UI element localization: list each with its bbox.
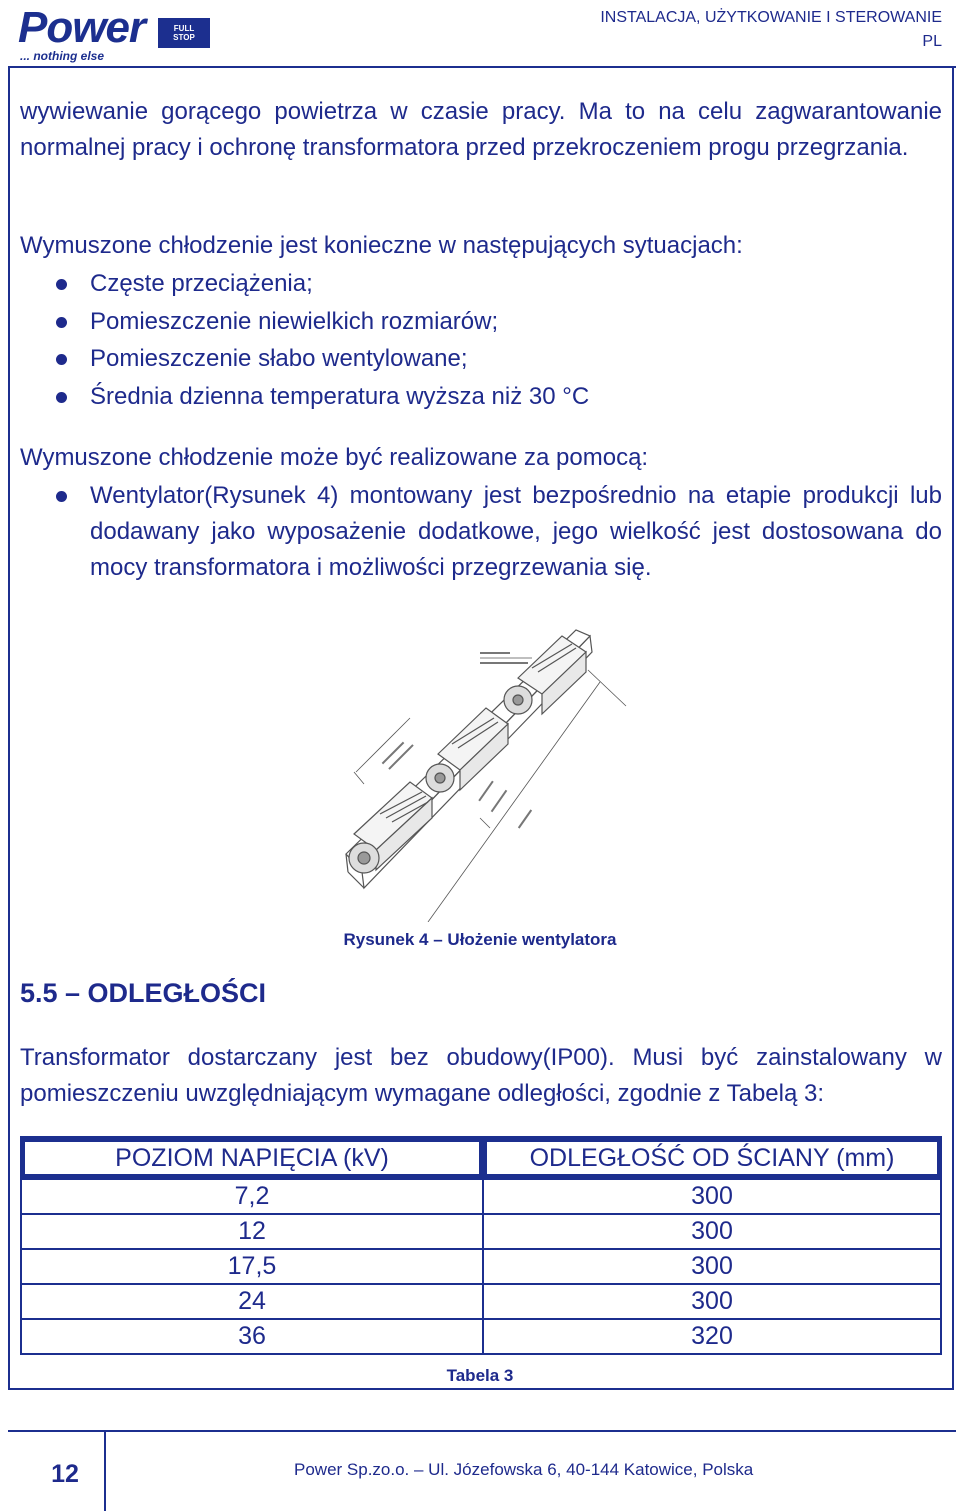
list-item-text: Wentylator(Rysunek 4) montowany jest bezpośrednio na etapie produkcji lub dodawany jako wyposażenie dodatkowe, jego wielkość jest dostosowana do mocy transformatora i możliwości przegrzewania się. (90, 482, 942, 581)
distance-cell: 300 (483, 1214, 941, 1249)
figure-caption: Rysunek 4 – Ułożenie wentylatora (343, 930, 617, 949)
table-header-row (21, 1137, 941, 1179)
bullet-icon (56, 279, 67, 290)
logo-badge (158, 18, 210, 48)
bullet-icon (56, 491, 67, 502)
table-row (21, 1214, 941, 1249)
table-row (21, 1319, 941, 1354)
header-title-block (600, 6, 942, 54)
list-item (20, 304, 942, 342)
voltage-cell: 12 (21, 1214, 483, 1249)
list-item (20, 266, 942, 304)
list-forced-cooling-methods (20, 478, 942, 586)
voltage-cell: 24 (21, 1284, 483, 1319)
table-caption: Tabela 3 (446, 1366, 514, 1385)
section-heading-distances: 5.5 – ODLEGŁOŚCI (20, 978, 267, 1008)
voltage-cell: 7,2 (21, 1179, 483, 1214)
list-item (20, 379, 942, 417)
paragraph-cooling-purpose: wywiewanie gorącego powietrza w czasie pracy. Ma to na celu zagwarantowanie normalnej pracy i ochronę transformatora przed przekroczeniem progu przegrzania. (20, 98, 942, 161)
column-header-voltage: POZIOM NAPIĘCIA (kV) (21, 1137, 483, 1179)
distance-cell: 320 (483, 1319, 941, 1354)
paragraph-installation-distances: Transformator dostarczany jest bez obudowy(IP00). Musi być zainstalowany w pomieszczeniu uwzględniającym wymagane odległości, zgodnie z Tabelą 3: (20, 1044, 942, 1107)
distance-cell: 300 (483, 1249, 941, 1284)
bullet-icon (56, 392, 67, 403)
table-row (21, 1284, 941, 1319)
list-item-text: Pomieszczenie słabo wentylowane; (90, 345, 468, 372)
column-header-wall-distance: ODLEGŁOŚĆ OD ŚCIANY (mm) (483, 1137, 941, 1179)
company-address: Power Sp.zo.o. – Ul. Józefowska 6, 40-144 Katowice, Polska (294, 1460, 754, 1479)
logo-badge-line-2: STOP (173, 33, 195, 42)
distance-table (20, 1136, 942, 1355)
page-number: 12 (51, 1460, 79, 1488)
fan-arrangement-drawing (340, 622, 660, 922)
logo-wordmark: Power (18, 3, 146, 52)
list-item-text: Pomieszczenie niewielkich rozmiarów; (90, 307, 499, 335)
bullet-icon (56, 317, 67, 328)
footer-vertical-divider (104, 1430, 106, 1511)
paragraph-forced-cooling-methods: Wymuszone chłodzenie może być realizowane za pomocą: (20, 444, 649, 471)
document-title: INSTALACJA, UŻYTKOWANIE I STEROWANIE (600, 9, 942, 26)
list-item (20, 478, 942, 586)
logo-badge-line-1: FULL (173, 24, 195, 33)
paragraph-forced-cooling-required: Wymuszone chłodzenie jest konieczne w następujących sytuacjach: (20, 232, 743, 259)
table-row (21, 1249, 941, 1284)
logo-tagline: ... nothing else (20, 49, 105, 63)
voltage-cell: 17,5 (21, 1249, 483, 1284)
list-forced-cooling-situations (20, 266, 942, 416)
company-logo (18, 3, 198, 63)
distance-cell: 300 (483, 1179, 941, 1214)
language-code: PL (922, 33, 942, 50)
list-item-text: Średnia dzienna temperatura wyższa niż 30 °C (90, 382, 590, 410)
voltage-cell: 36 (21, 1319, 483, 1354)
list-item-text: Częste przeciążenia; (90, 270, 313, 297)
footer-divider (8, 1430, 956, 1432)
distance-cell: 300 (483, 1284, 941, 1319)
table-row (21, 1179, 941, 1214)
bullet-icon (56, 354, 67, 365)
list-item (20, 341, 942, 379)
